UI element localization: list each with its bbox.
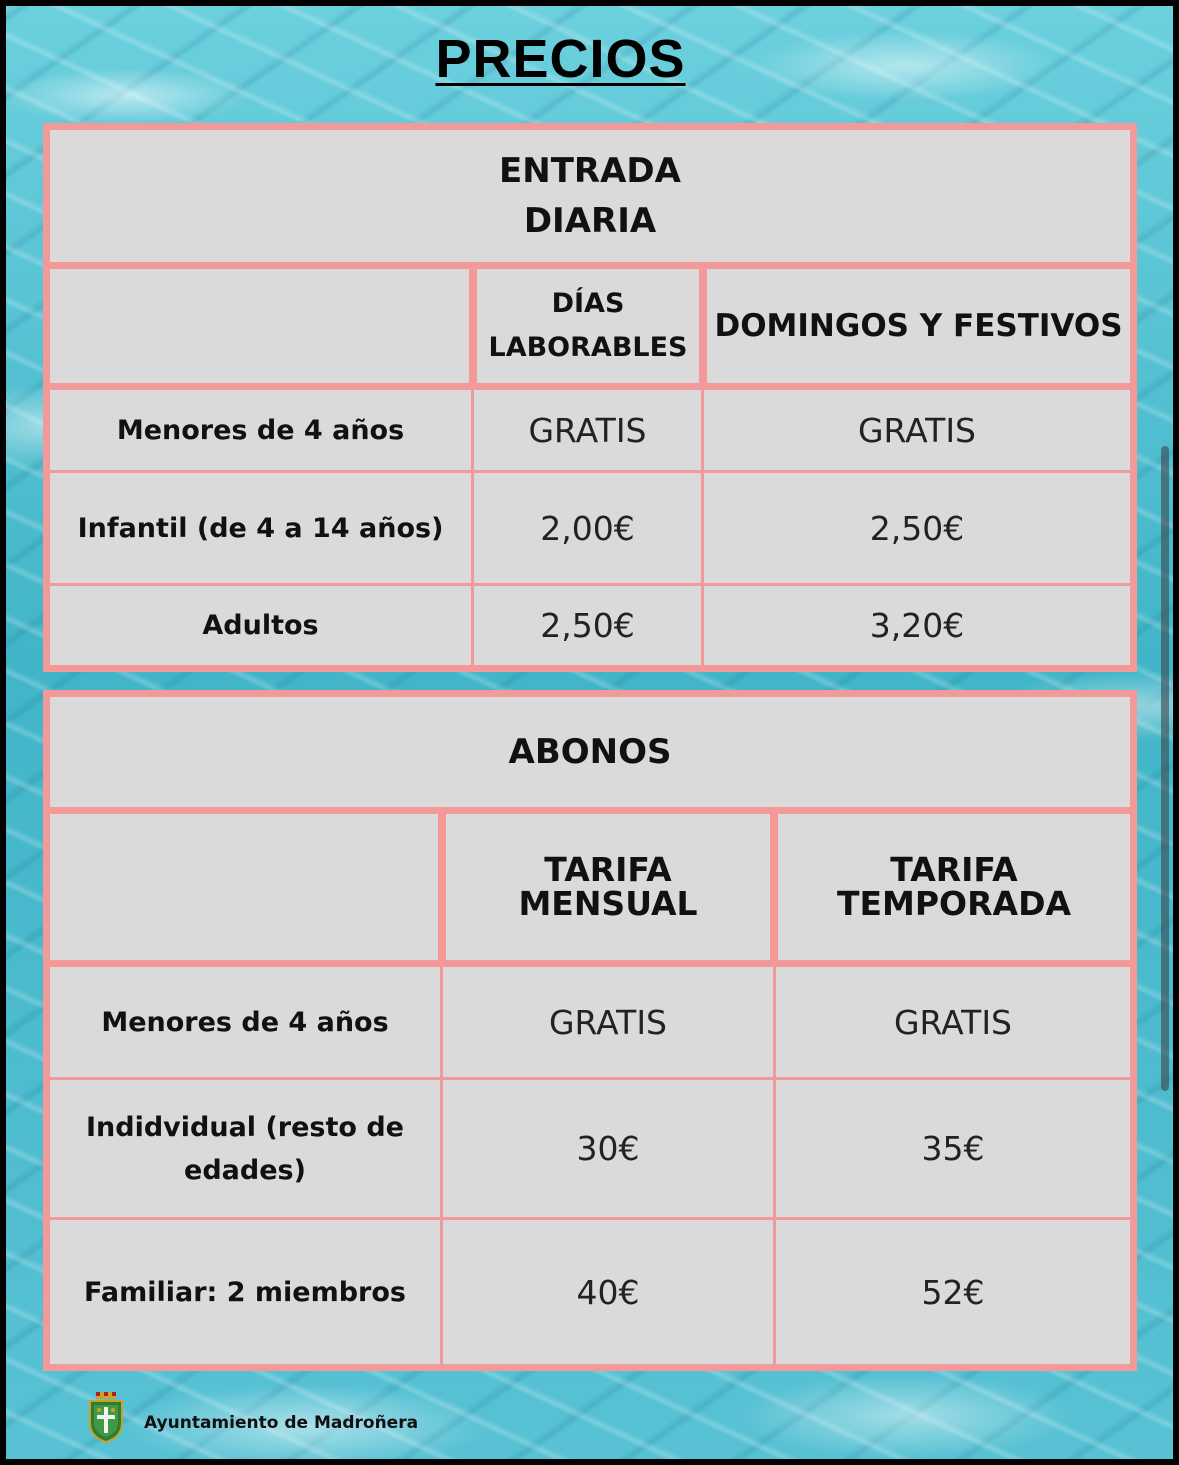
row-label bbox=[50, 586, 471, 665]
entrada-corner-cell bbox=[50, 269, 469, 383]
price-text: 52€ bbox=[921, 1272, 985, 1312]
page-title: PRECIOS bbox=[435, 29, 686, 89]
price-laborables bbox=[474, 586, 701, 665]
col-header-mensual bbox=[446, 814, 770, 960]
divider bbox=[50, 262, 1130, 269]
row-label-text: edades) bbox=[184, 1154, 306, 1186]
price-festivos bbox=[704, 390, 1130, 470]
row-label-text: Menores de 4 años bbox=[101, 1006, 389, 1038]
price-text: 2,50€ bbox=[540, 606, 635, 645]
col-header-laborables-line2: LABORABLES bbox=[488, 332, 688, 363]
price-text: GRATIS bbox=[893, 1002, 1012, 1042]
row-label bbox=[50, 1220, 440, 1364]
abonos-heading bbox=[50, 697, 1130, 807]
entrada-heading bbox=[50, 130, 1130, 262]
price-text: 35€ bbox=[921, 1129, 985, 1168]
divider bbox=[773, 967, 776, 1364]
abonos-corner-cell bbox=[50, 814, 438, 960]
col-header-festivos bbox=[707, 269, 1130, 383]
entrada-heading-line2: DIARIA bbox=[523, 201, 657, 241]
coat-of-arms-icon bbox=[86, 1391, 126, 1443]
row-label-text: Indidvidual (resto de bbox=[86, 1111, 404, 1143]
row-label-text: Adultos bbox=[202, 610, 319, 641]
abonos-table bbox=[43, 690, 1137, 1371]
price-temporada bbox=[776, 967, 1130, 1077]
price-laborables bbox=[474, 390, 701, 470]
price-temporada bbox=[776, 1220, 1130, 1364]
row-label-text: Infantil (de 4 a 14 años) bbox=[77, 512, 444, 544]
col-header-festivos-label: DOMINGOS Y FESTIVOS bbox=[714, 308, 1123, 344]
price-laborables bbox=[474, 473, 701, 583]
scrollbar[interactable] bbox=[1161, 446, 1169, 1091]
price-mensual bbox=[443, 967, 773, 1077]
price-text: GRATIS bbox=[528, 410, 647, 450]
col-header-mensual-line2: MENSUAL bbox=[518, 884, 698, 923]
price-text: 2,00€ bbox=[540, 508, 635, 548]
price-text: GRATIS bbox=[548, 1002, 667, 1042]
entrada-heading-line1: ENTRADA bbox=[499, 151, 681, 191]
divider bbox=[50, 383, 1130, 390]
row-label bbox=[50, 390, 471, 470]
row-label bbox=[50, 473, 471, 583]
divider bbox=[699, 269, 707, 383]
price-text: 2,50€ bbox=[869, 508, 965, 548]
divider bbox=[770, 814, 778, 960]
divider bbox=[50, 960, 1130, 967]
row-label-text: Familiar: 2 miembros bbox=[84, 1276, 406, 1308]
price-mensual bbox=[443, 1080, 773, 1217]
price-text: 40€ bbox=[576, 1272, 640, 1312]
col-header-temporada-line2: TEMPORADA bbox=[836, 884, 1071, 923]
row-label bbox=[50, 1080, 440, 1217]
col-header-laborables-line1: DÍAS bbox=[551, 288, 625, 319]
col-header-temporada bbox=[778, 814, 1130, 960]
price-text: GRATIS bbox=[857, 410, 976, 450]
col-header-mensual-line1: TARIFA bbox=[544, 850, 672, 889]
price-mensual bbox=[443, 1220, 773, 1364]
divider bbox=[701, 390, 704, 665]
col-header-temporada-line1: TARIFA bbox=[890, 850, 1018, 889]
footer-org-name: Ayuntamiento de Madroñera bbox=[144, 1413, 419, 1433]
price-text: 3,20€ bbox=[869, 606, 965, 645]
row-label-text: Menores de 4 años bbox=[116, 414, 405, 446]
row-label bbox=[50, 967, 440, 1077]
divider bbox=[440, 967, 443, 1364]
price-festivos bbox=[704, 586, 1130, 665]
price-text: 30€ bbox=[576, 1129, 640, 1168]
col-header-laborables bbox=[477, 269, 699, 383]
divider bbox=[469, 269, 477, 383]
divider bbox=[471, 390, 474, 665]
price-festivos bbox=[704, 473, 1130, 583]
page bbox=[6, 6, 1173, 1459]
price-temporada bbox=[776, 1080, 1130, 1217]
abonos-heading-text: ABONOS bbox=[508, 732, 672, 772]
entrada-table bbox=[43, 123, 1137, 672]
divider bbox=[50, 807, 1130, 814]
divider bbox=[438, 814, 446, 960]
